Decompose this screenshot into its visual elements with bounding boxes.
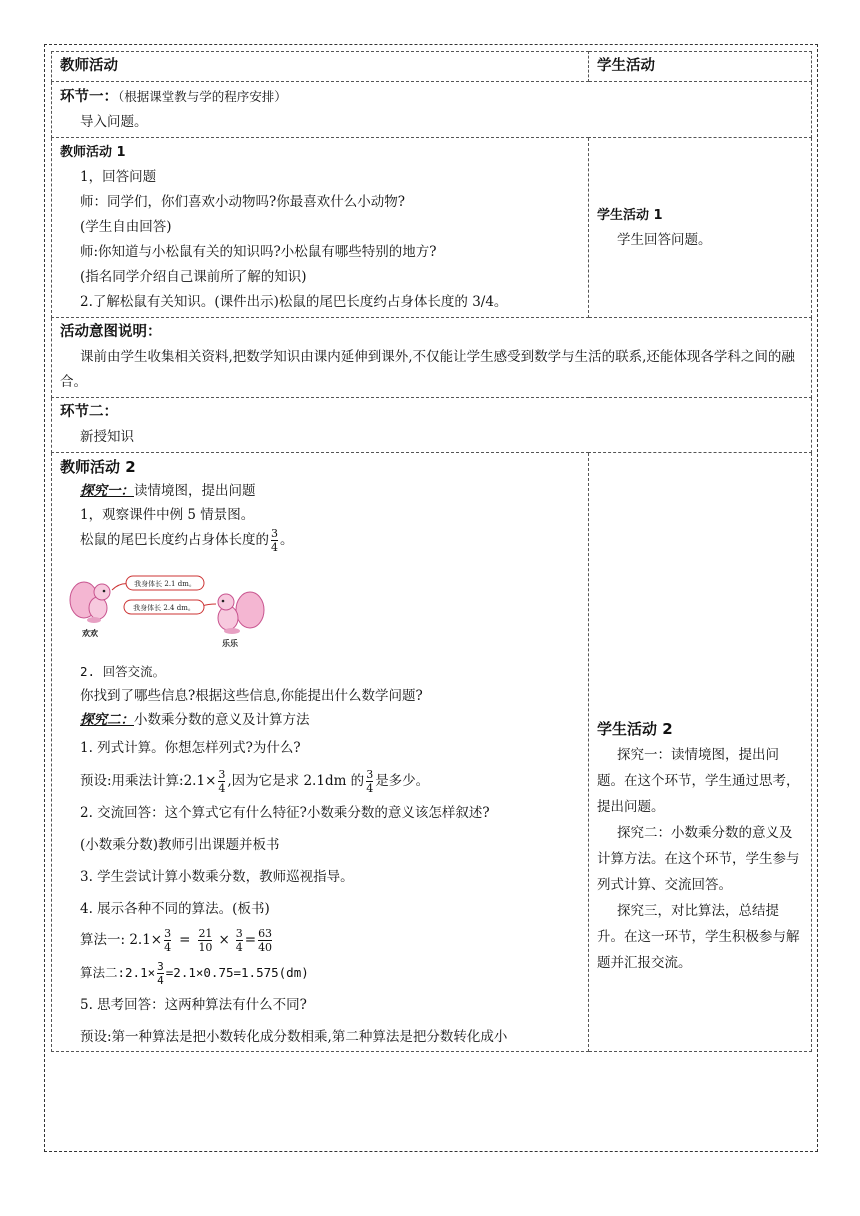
ta1-line: (学生自由回答) bbox=[80, 219, 172, 235]
bubble2-text: 我身体长 2.4 dm。 bbox=[133, 604, 195, 612]
lesson-table bbox=[51, 51, 812, 1052]
ta2-line: 4. 展示各种不同的算法。(板书) bbox=[80, 901, 270, 917]
ta2-line: 1，观察课件中例 5 情景图。 bbox=[80, 507, 255, 523]
name1-label: 欢欢 bbox=[82, 628, 98, 638]
ta2-line: 1. 列式计算。你想怎样列式?为什么? bbox=[80, 740, 301, 756]
section1-note: （根据课堂教与学的程序安排） bbox=[118, 89, 287, 104]
explore2-label: 探究二： bbox=[80, 712, 134, 728]
sa2-paragraph: 探究三，对比算法，总结提升。在这一环节，学生积极参与解题并汇报交流。 bbox=[597, 903, 800, 971]
ta2-line: (小数乘分数)教师引出课题并板书 bbox=[80, 837, 280, 853]
section2-title: 环节二： bbox=[60, 404, 118, 420]
squirrel-icon bbox=[70, 582, 110, 623]
name2-label: 乐乐 bbox=[222, 638, 238, 648]
teacher-header: 教师活动 bbox=[52, 52, 589, 82]
section2-row bbox=[52, 398, 812, 453]
section2-line: 新授知识 bbox=[80, 429, 134, 445]
intent-title: 活动意图说明： bbox=[60, 324, 162, 340]
header-row bbox=[52, 52, 812, 82]
intent-row bbox=[52, 318, 812, 398]
fraction-21-10: $\frac{21}{10}$ bbox=[198, 927, 213, 954]
ta2-line: 松鼠的尾巴长度约占身体长度的 bbox=[80, 532, 269, 548]
algorithm-1: 算法一: 2.1× $\frac{3}{4}$ = $\frac{21}{10}$ × $\frac{3}{4}$ = $\frac{63}{40}$ bbox=[80, 927, 273, 954]
ta2-line: 2. 交流回答：这个算式它有什么特征?小数乘分数的意义该怎样叙述? bbox=[80, 805, 490, 821]
explore2-text: 小数乘分数的意义及计算方法 bbox=[134, 712, 310, 728]
ta2-line: 预设:第一种算法是把小数转化成分数相乘,第二种算法是把分数转化成小 bbox=[80, 1029, 508, 1045]
bubble1-text: 我身体长 2.1 dm。 bbox=[134, 580, 196, 588]
sa1-line: 学生回答问题。 bbox=[617, 231, 712, 248]
student-header: 学生活动 bbox=[589, 52, 812, 82]
section1-line: 导入问题。 bbox=[80, 114, 148, 130]
activity1-row bbox=[52, 138, 812, 318]
fraction-3-4: $\frac{3}{4}$ bbox=[235, 927, 243, 954]
squirrel-scene-image bbox=[60, 560, 580, 656]
ta2-line: 2. 回答交流。 bbox=[80, 664, 166, 679]
ta1-line: 师：同学们，你们喜欢小动物吗?你最喜欢什么小动物? bbox=[80, 194, 405, 210]
ta2-line: 你找到了哪些信息?根据这些信息,你能提出什么数学问题? bbox=[80, 688, 423, 704]
explore1-label: 探究一： bbox=[80, 483, 134, 499]
fraction-3-4: $\frac{3}{4}$ bbox=[218, 768, 226, 795]
squirrel-illustration bbox=[60, 560, 280, 656]
ta1-title: 教师活动 1 bbox=[60, 145, 126, 160]
ta2-line: 5. 思考回答：这两种算法有什么不同? bbox=[80, 997, 307, 1013]
section1-title: 环节一： bbox=[60, 89, 118, 105]
ta2-title: 教师活动 2 bbox=[60, 458, 136, 476]
sa1-title: 学生活动 1 bbox=[597, 207, 663, 223]
fraction-3-4: $\frac{3}{4}$ bbox=[164, 927, 172, 954]
ta1-line: 2.了解松鼠有关知识。(课件出示)松鼠的尾巴长度约占身体长度的 3/4。 bbox=[80, 294, 508, 310]
ta1-line: 1，回答问题 bbox=[80, 169, 157, 185]
ta2-line: 预设:用乘法计算:2.1× bbox=[80, 773, 217, 789]
ta1-line: 师:你知道与小松鼠有关的知识吗?小松鼠有哪些特别的地方? bbox=[80, 244, 437, 260]
ta1-line: (指名同学介绍自己课前所了解的知识) bbox=[80, 269, 307, 285]
sa2-paragraph: 探究一：读情境图，提出问题。在这个环节，学生通过思考，提出问题。 bbox=[597, 747, 800, 815]
section1-row bbox=[52, 82, 812, 138]
intent-text: 课前由学生收集相关资料,把数学知识由课内延伸到课外,不仅能让学生感受到数学与生活的联系,还能体现各学科之间的融合。 bbox=[60, 349, 795, 390]
fraction-3-4: $\frac{3}{4}$ bbox=[157, 960, 164, 987]
sa2-paragraph: 探究二：小数乘分数的意义及计算方法。在这个环节，学生参与列式计算、交流回答。 bbox=[597, 825, 800, 893]
activity2-row: 教师活动 2 探究一：读情境图，提出问题 1，观察课件中例 5 情景图。 松鼠的尾巴长度约占身体长度的 $\frac{3}{4}$ 。 我身体长 2.1 dm。 欢欢 我身体长 2.4 dm。 乐乐 2. 回答交流。 你找到了哪些信息?根据这些信息,你能提出什么数学问题? 探究二：小数乘分数的意义及计算方法 1. 列式计算。你想怎样列式?为什么? 预设:用乘法计算:2.1× $\frac{3}{4}$ ,因为它是求 2.1dm 的 $\frac{3}{4}$ 是多少。 2. 交流回答：这个算式它有什么特征?小数乘分数的意义该怎样叙述? (小数乘分数)教师引出课题并板书 3. 学生尝试计算小数乘分数，教师巡视指导。 4. 展示各种不同的算法。(板书) 算法一: 2.1× $\frac{3}{4}$ = $\frac{21}{10}$ × $\frac{3}{4}$ = $\frac{63}{40}$ 算法二:2.1× $\frac{3}{4}$ =2.1×0.75=1.575(dm) 5. 思考回答：这两种算法有什么不同? 预设:第一种算法是把小数转化成分数相乘,第二种算法是把分数转化成小 学生活动 2 探究一：读情境图，提出问题。在这个环节，学生通过思考，提出问题。 探究二：小数乘分数的意义及计算方法。在这个环节，学生参与列式计算、交流回答。 探究三，对比算法，总结提升。在这一环节，学生积极参与解题并汇报交流。 bbox=[52, 453, 812, 1052]
squirrel-icon bbox=[218, 592, 264, 634]
fraction-3-4: $\frac{3}{4}$ bbox=[366, 768, 374, 795]
explore1-text: 读情境图，提出问题 bbox=[134, 483, 256, 499]
fraction-3-4: $\frac{3}{4}$ bbox=[271, 527, 278, 554]
ta2-line: 3. 学生尝试计算小数乘分数，教师巡视指导。 bbox=[80, 869, 354, 885]
sa2-title: 学生活动 2 bbox=[597, 720, 673, 738]
page-frame bbox=[44, 44, 818, 1152]
algorithm-2: 算法二:2.1× $\frac{3}{4}$ =2.1×0.75=1.575(dm) bbox=[80, 960, 309, 987]
fraction-63-40: $\frac{63}{40}$ bbox=[258, 927, 273, 954]
